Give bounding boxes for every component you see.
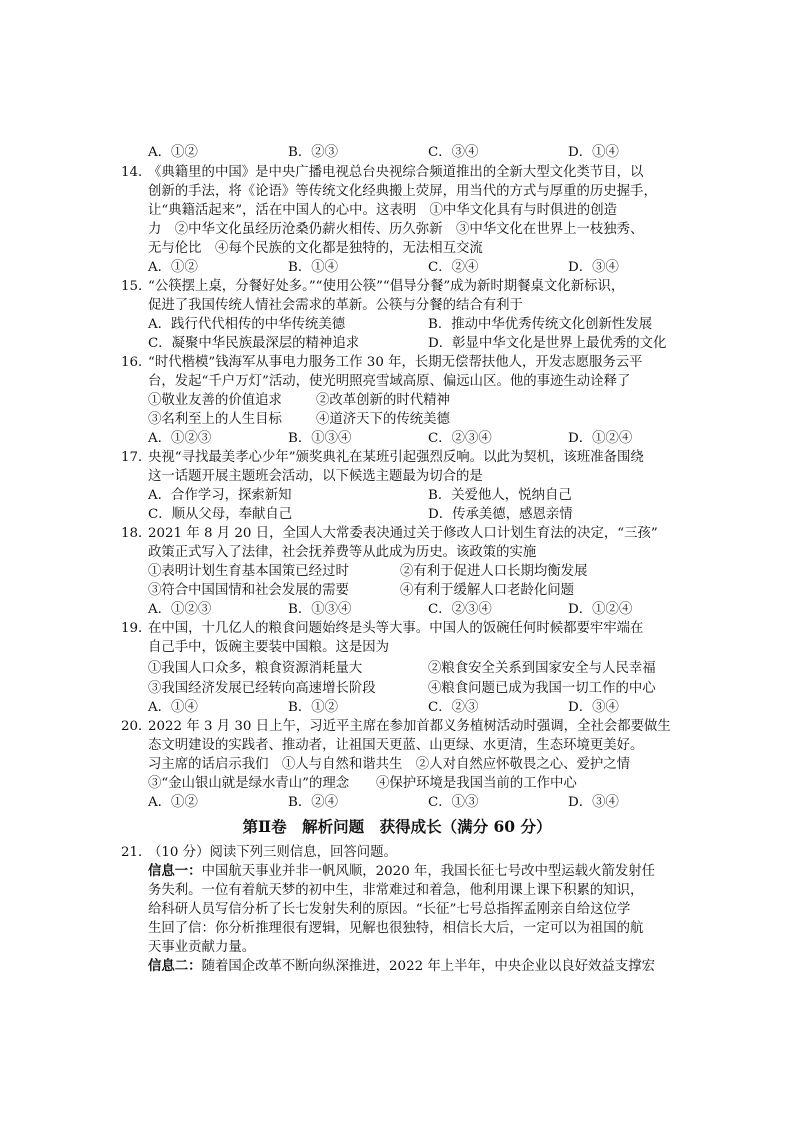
q18-stem-line-1: 2021 年 8 月 20 日，全国人大常委表决通过关于修改人口计划生育法的决定，“三孩” <box>148 526 658 541</box>
q15-options-row-2 <box>148 334 688 353</box>
q20-number: 20． <box>121 719 152 734</box>
section-2-heading: 第Ⅱ卷 解析问题 获得成长（满分 60 分） <box>242 817 552 836</box>
q14-option-a[interactable]: A．①② <box>148 260 198 275</box>
q19-items-row-1 <box>148 659 688 678</box>
q16-options <box>148 429 708 448</box>
q13-option-c[interactable]: C．③④ <box>428 145 479 160</box>
q15-option-c[interactable]: C．凝聚中华民族最深层的精神追求 <box>148 336 360 351</box>
q18-items-row-1 <box>148 562 688 581</box>
q18-option-b[interactable]: B．①③④ <box>288 602 352 617</box>
q19-option-d[interactable]: D．③④ <box>568 700 619 715</box>
q17-stem-line-2: 这一话题开展主题班会活动，以下候选主题最为切合的是 <box>148 469 483 484</box>
q16-stem-line-2: 台，发起“千户万灯”活动，使光明照亮雪域高原、偏远山区。他的事迹生动诠释了 <box>148 374 631 389</box>
q19-number: 19． <box>121 621 152 636</box>
q16-items-row-2 <box>148 410 688 429</box>
q18-item-4: ④有利于缓解人口老龄化问题 <box>400 583 575 598</box>
q16-item-3: ③名利至上的人生目标 <box>148 412 282 427</box>
q14-options <box>148 258 708 277</box>
q19-item-4: ④粮食问题已成为我国一切工作的中心 <box>428 681 656 696</box>
q14-number: 14． <box>121 165 152 180</box>
q16-item-4: ④道济天下的传统美德 <box>316 412 450 427</box>
q16-stem-line-1: “时代楷模”钱海军从事电力服务工作 30 年，长期无偿帮扶他人，开发志愿服务云平 <box>148 355 643 370</box>
q17-option-c[interactable]: C．顺从父母，奉献自己 <box>148 507 293 522</box>
q18-item-3: ③符合中国国情和社会发展的需要 <box>148 583 349 598</box>
q20-stem-line-2: 态文明建设的实践者、推动者，让祖国天更蓝、山更绿、水更清，生态环境更美好。 <box>148 738 644 753</box>
q20-stem-line-1: 2022 年 3 月 30 日上午，习近平主席在参加首都义务植树活动时强调，全社会都要做生 <box>148 719 671 734</box>
q14-stem-line-3: 让“典籍活起来”，活在中国人的心中。这表明 ①中华文化具有与时俱进的创造 <box>148 203 617 218</box>
q21-intro: （10 分）阅读下列三则信息，回答问题。 <box>148 845 397 860</box>
q19-items-row-2 <box>148 679 688 698</box>
q21-info2-text-1: 随着国企改革不断向纵深推进，2022 年上半年，中央企业以良好效益支撑宏 <box>201 959 656 974</box>
q19-item-1: ①我国人口众多，粮食资源消耗量大 <box>148 661 363 676</box>
q17-stem-line-1: 央视“寻找最美孝心少年”颁奖典礼在某班引起强烈反响。以此为契机，该班准备围绕 <box>148 450 644 465</box>
q20-options <box>148 793 708 812</box>
q14-stem-line-5: 无与伦比 ④每个民族的文化都是独特的，无法相互交流 <box>148 241 483 256</box>
q15-stem-line-1: “公筷摆上桌，分餐好处多。”“使用公筷”“倡导分餐”成为新时期餐桌文化新标识， <box>148 279 625 294</box>
q19-item-3: ③我国经济发展已经转向高速增长阶段 <box>148 681 376 696</box>
q19-stem-line-2: 自己手中，饭碗主要装中国粮。这是因为 <box>148 640 390 655</box>
q16-number: 16． <box>121 355 152 370</box>
q16-option-b[interactable]: B．①③④ <box>288 431 352 446</box>
q19-options <box>148 698 708 717</box>
q15-option-a[interactable]: A．践行代代相传的中华传统美德 <box>148 317 346 332</box>
q21-number: 21． <box>121 845 152 860</box>
q21-info1-line-1 <box>148 862 655 881</box>
q18-option-a[interactable]: A．①②③ <box>148 602 212 617</box>
q20-option-c[interactable]: C．①③ <box>428 795 479 810</box>
q19-stem-line-1: 在中国，十几亿人的粮食问题始终是头等大事。中国人的饭碗任何时候都要牢牢端在 <box>148 621 644 636</box>
q19-option-c[interactable]: C．②③ <box>428 700 479 715</box>
q19-option-b[interactable]: B．①② <box>288 700 339 715</box>
q20-option-b[interactable]: B．②④ <box>288 795 339 810</box>
q16-option-c[interactable]: C．②③④ <box>428 431 492 446</box>
q21-info1-text-1: 中国航天事业并非一帆风顺，2020 年，我国长征七号改中型运载火箭发射任 <box>201 864 656 879</box>
q21-info1-line-4: 生回了信：你分析推理很有逻辑，见解也很独特，相信长大后，一定可以为祖国的航 <box>148 921 644 936</box>
q17-option-a[interactable]: A．合作学习，探索新知 <box>148 488 292 503</box>
q17-option-b[interactable]: B．关爱他人，悦纳自己 <box>428 488 572 503</box>
q17-options-row-1 <box>148 486 688 505</box>
q20-option-a[interactable]: A．①② <box>148 795 198 810</box>
q14-option-d[interactable]: D．③④ <box>568 260 619 275</box>
q21-info2-line-1 <box>148 957 655 976</box>
q21-info1-line-3: 给科研人员写信分析了长七发射失利的原因。“长征”七号总指挥孟刚亲自给这位学 <box>148 902 631 917</box>
q14-stem-line-2: 创新的手法，将《论语》等传统文化经典搬上荧屏，用当代的方式与厚重的历史握手， <box>148 184 657 199</box>
q19-option-a[interactable]: A．①④ <box>148 700 198 715</box>
q13-options <box>148 143 708 162</box>
q20-stem-line-4: ③“金山银山就是绿水青山”的理念 ④保护环境是我国当前的工作中心 <box>148 776 577 791</box>
q21-info2-label: 信息二： <box>148 958 202 974</box>
q15-option-b[interactable]: B．推动中华优秀传统文化创新性发展 <box>428 317 653 332</box>
q20-option-d[interactable]: D．③④ <box>568 795 619 810</box>
q16-items-row-1 <box>148 391 688 410</box>
q14-option-c[interactable]: C．②④ <box>428 260 479 275</box>
q16-item-2: ②改革创新的时代精神 <box>316 393 450 408</box>
q14-stem-line-4: 力 ②中华文化虽经历沧桑仍薪火相传、历久弥新 ③中华文化在世界上一枝独秀、 <box>148 222 644 237</box>
q13-option-b[interactable]: B．②③ <box>288 145 339 160</box>
q18-item-2: ②有利于促进人口长期均衡发展 <box>400 564 588 579</box>
q15-number: 15． <box>121 279 152 294</box>
q17-number: 17． <box>121 450 152 465</box>
q18-options <box>148 600 708 619</box>
q13-option-a[interactable]: A．①② <box>148 145 198 160</box>
q17-option-d[interactable]: D．传承美德，感恩亲情 <box>428 507 573 522</box>
q15-options-row-1 <box>148 315 688 334</box>
q18-option-d[interactable]: D．①②④ <box>568 602 633 617</box>
q18-stem-line-2: 政策正式写入了法律，社会抚养费等从此成为历史。该政策的实施 <box>148 545 537 560</box>
q16-item-1: ①敬业友善的价值追求 <box>148 393 282 408</box>
q21-info1-line-5: 天事业贡献力量。 <box>148 940 256 955</box>
q13-option-d[interactable]: D．①④ <box>568 145 619 160</box>
q15-stem-line-2: 促进了我国传统人情社会需求的革新。公筷与分餐的结合有利于 <box>148 298 523 313</box>
q18-number: 18． <box>121 526 152 541</box>
q17-options-row-2 <box>148 505 688 524</box>
q18-item-1: ①表明计划生育基本国策已经过时 <box>148 564 349 579</box>
q15-option-d[interactable]: D．彰显中华文化是世界上最优秀的文化 <box>428 336 667 351</box>
q16-option-a[interactable]: A．①②③ <box>148 431 212 446</box>
q19-item-2: ②粮食安全关系到国家安全与人民幸福 <box>428 661 656 676</box>
q14-option-b[interactable]: B．①④ <box>288 260 339 275</box>
q21-info1-line-2: 务失利。一位有着航天梦的初中生，非常难过和着急，他利用课上课下积累的知识， <box>148 883 644 898</box>
q14-stem-line-1: 《典籍里的中国》是中央广播电视总台央视综合频道推出的全新大型文化类节目，以 <box>148 165 644 180</box>
q16-option-d[interactable]: D．①②④ <box>568 431 633 446</box>
q21-info1-label: 信息一： <box>148 863 202 879</box>
q18-items-row-2 <box>148 581 688 600</box>
q20-stem-line-3: 习主席的话启示我们 ①人与自然和谐共生 ②人对自然应怀敬畏之心、爱护之情 <box>148 757 631 772</box>
q18-option-c[interactable]: C．②③④ <box>428 602 492 617</box>
